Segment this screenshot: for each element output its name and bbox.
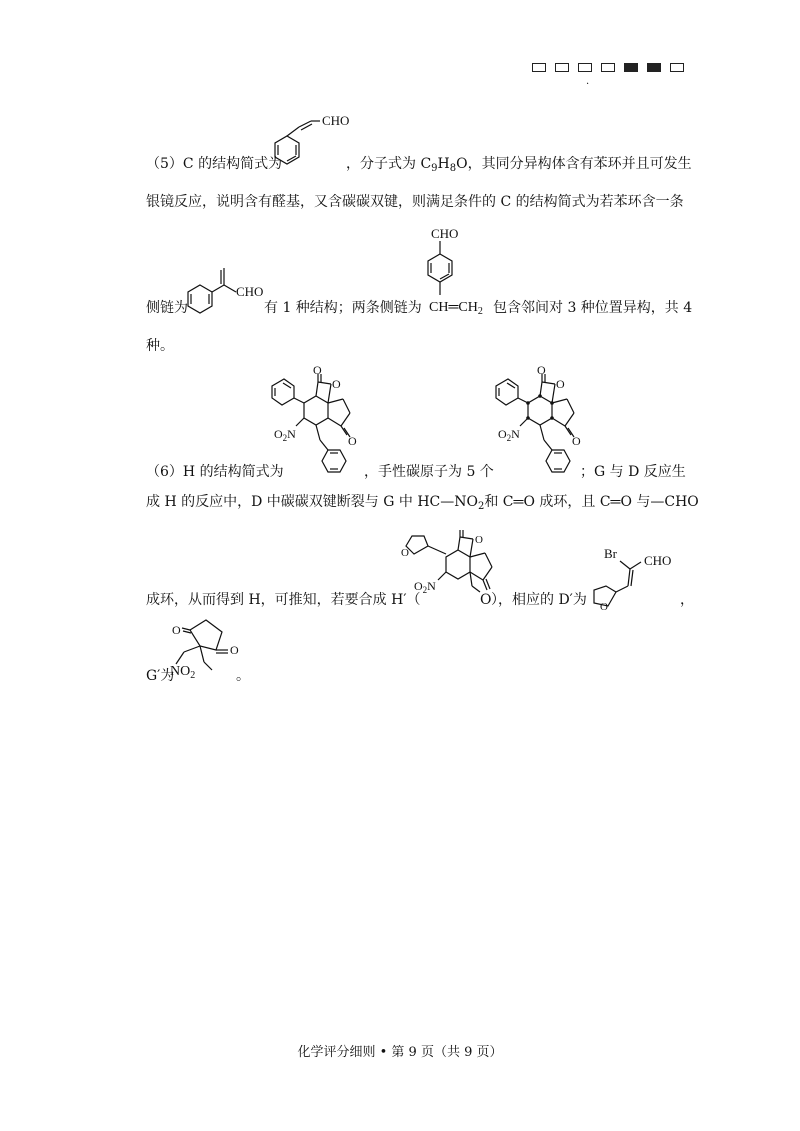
p5-line1-rest: ，分子式为 $C_9H_8O$，其同分异构体含有苯环并且可发生: [346, 156, 692, 174]
Hc-ring-o: O: [556, 377, 565, 391]
header-square-3: [578, 63, 592, 72]
p5-line4: 种。: [146, 338, 174, 354]
header-square-4: [601, 63, 615, 72]
Hp-o2n: $O_2N$: [414, 579, 436, 595]
p6-line4-a: G′为: [146, 668, 175, 684]
p6-line1-label: （6）H 的结构简式为: [146, 464, 284, 480]
Dp-thf-o: O: [600, 601, 608, 613]
Dp-cho: CHO: [644, 553, 672, 568]
H-ketone-o: O: [348, 434, 357, 448]
header-dot: .: [586, 76, 590, 87]
p6-line4-b: 。: [236, 668, 250, 684]
vinyl-formula: $CH═CH_2$: [429, 300, 483, 317]
sidechain-cho: CHO: [236, 284, 264, 299]
Gp-o-left: O: [172, 623, 181, 637]
Hc-ketone-o: O: [572, 434, 581, 448]
header-square-1: [532, 63, 546, 72]
H-carbonyl-o: O: [313, 366, 322, 377]
p6-line1-mid: ，手性碳原子为 5 个: [364, 464, 494, 480]
page-footer: 化学评分细则 • 第 9 页（共 9 页）: [297, 1045, 503, 1060]
Dp-br: Br: [604, 546, 617, 561]
p6-line3-o: O: [480, 592, 492, 608]
header-square-5: [624, 63, 638, 72]
p5-line2: 银镜反应，说明含有醛基，又含碳碳双键，则满足条件的 C 的结构简式为若苯环含一条: [146, 194, 684, 210]
p5-line1-label: （5）C 的结构简式为: [146, 156, 283, 172]
H-o2n: $O_2N$: [274, 427, 296, 443]
header-square-6: [647, 63, 661, 72]
Hp-ring-o: O: [475, 534, 483, 546]
header-square-7: [670, 63, 684, 72]
structure-D-prime: [574, 546, 678, 616]
H-ring-o: O: [332, 377, 341, 391]
p5-line3-a: 侧链为: [146, 300, 188, 316]
p5-line3-c: 包含邻间对 3 种位置异构，共 4: [493, 300, 693, 316]
two-sidechains-cho: CHO: [431, 226, 459, 241]
Hp-thf-o: O: [401, 547, 409, 559]
chiral-markers: [526, 394, 554, 420]
Hc-carbonyl-o: O: [537, 366, 546, 377]
cinnamaldehyde-cho: CHO: [322, 113, 350, 128]
Gp-no2: $NO_2$: [170, 664, 196, 681]
p6-line3-c: ，: [680, 592, 694, 608]
Hc-o2n: $O_2N$: [498, 427, 520, 443]
p6-line3-a: 成环，从而得到 H，可推知，若要合成 H′（: [146, 592, 421, 608]
p5-line3-b: 有 1 种结构；两条侧链为: [264, 300, 422, 316]
Gp-o-right: O: [230, 643, 239, 657]
p6-line1-end: ；G 与 D 反应生: [580, 464, 686, 480]
header-square-2: [555, 63, 569, 72]
p6-line2: 成 H 的反应中，D 中碳碳双键断裂与 G 中 $HC—NO_2$和 C═O 成环，且 C═O 与—CHO: [146, 494, 699, 512]
structure-single-sidechain: [180, 262, 264, 314]
p6-line3-b: ），相应的 D′为: [491, 592, 587, 608]
